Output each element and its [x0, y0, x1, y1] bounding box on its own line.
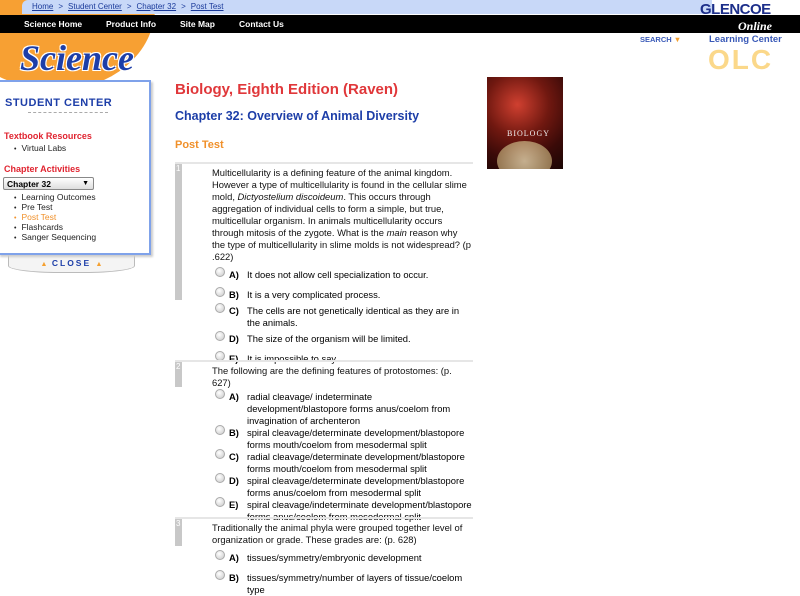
nav-science-home[interactable]: Science Home [24, 19, 83, 29]
textbook-resources-heading: Textbook Resources [4, 131, 92, 141]
dropdown-arrow-icon: ▼ [82, 180, 89, 187]
chapter-title: Chapter 32: Overview of Animal Diversity [175, 109, 420, 123]
question-text-italic: main [386, 227, 407, 238]
option-a[interactable] [215, 552, 473, 564]
close-label: CLOSE [51, 258, 92, 268]
option-b[interactable] [215, 427, 473, 451]
globe-graphic [497, 141, 552, 169]
option-b[interactable] [215, 572, 473, 596]
chapter-select[interactable] [3, 177, 94, 190]
option-text: radial cleavage/determinate development/blastopore forms mouth/coelom from mesodermal split [247, 451, 465, 474]
question-text: The following are the defining features of protostomes: (p. 627) [212, 365, 452, 388]
breadcrumb-student-center[interactable]: Student Center [68, 2, 122, 11]
radio-button[interactable] [215, 473, 225, 483]
search-label: SEARCH [640, 35, 672, 44]
radio-button[interactable] [215, 389, 225, 399]
chapter-activities-heading: Chapter Activities [4, 164, 81, 174]
option-text: spiral cleavage/determinate development/blastopore forms anus/coelom from mesodermal split [247, 475, 465, 498]
cover-title: BIOLOGY [507, 129, 550, 138]
sidebar-item-post-test[interactable]: • Post Test [14, 212, 56, 224]
option-text: It is impossible to say. [247, 353, 339, 364]
sidebar-item-pre-test[interactable]: • Pre Test [14, 202, 52, 214]
sidebar-item-flashcards[interactable]: • Flashcards [14, 222, 63, 234]
sidebar-item-learning-outcomes[interactable]: • Learning Outcomes [14, 192, 96, 204]
option-d[interactable] [215, 475, 473, 499]
option-letter: C) [229, 305, 239, 316]
question-3 [175, 517, 473, 596]
top-nav [0, 15, 800, 33]
olc-logo: OLC [708, 44, 774, 75]
option-c[interactable] [215, 305, 473, 329]
question-text-part: Multicellularity is a defining feature of the animal kingdom. However a type of multicellularity is found in the cellular slime mold, [212, 167, 467, 202]
learning-center-label: Learning Center [709, 34, 782, 45]
book-cover-image [487, 77, 563, 169]
radio-button[interactable] [215, 550, 225, 560]
option-letter: B) [229, 427, 239, 438]
close-button[interactable] [8, 255, 135, 273]
option-b[interactable] [215, 289, 473, 301]
question-1 [175, 162, 473, 367]
option-text: spiral cleavage/indeterminate development/blastopore forms anus/coelom from mesodermal split [247, 499, 472, 522]
breadcrumb-post-test[interactable]: Post Test [190, 2, 224, 11]
option-letter: E) [229, 353, 239, 364]
option-a[interactable] [215, 391, 473, 427]
question-2 [175, 360, 473, 523]
radio-button[interactable] [215, 449, 225, 459]
option-letter: A) [229, 269, 239, 280]
question-number: 2 [175, 362, 182, 387]
option-text: tissues/symmetry/embryonic development [247, 552, 422, 563]
breadcrumb-chapter[interactable]: Chapter 32 [136, 2, 177, 11]
option-letter: B) [229, 289, 239, 300]
sidebar-item-sanger-sequencing[interactable]: • Sanger Sequencing [14, 232, 96, 244]
search-button[interactable] [640, 35, 681, 44]
chapter-select-value: Chapter 32 [7, 179, 51, 189]
question-text-italic: Dictyostelium discoideum [237, 191, 344, 202]
arrow-up-icon: ▲ [40, 261, 48, 268]
option-letter: D) [229, 333, 239, 344]
breadcrumb-sep: > [181, 2, 186, 11]
question-number: 3 [175, 519, 182, 546]
option-text: It does not allow cell specialization to occur. [247, 269, 429, 280]
option-text: spiral cleavage/determinate development/blastopore forms mouth/coelom from mesodermal split [247, 427, 465, 450]
option-text: It is a very complicated process. [247, 289, 381, 300]
breadcrumb-sep: > [126, 2, 132, 11]
question-text-part: reason why the type of multicellularity in slime molds is not widespread? (p .622) [212, 227, 471, 262]
option-letter: A) [229, 391, 239, 402]
option-text: The size of the organism will be limited. [247, 333, 411, 344]
chevron-down-icon: ▼ [673, 35, 682, 44]
radio-button[interactable] [215, 425, 225, 435]
question-number: 1 [175, 164, 182, 300]
option-d[interactable] [215, 333, 473, 345]
book-title: Biology, Eighth Edition (Raven) [175, 81, 399, 98]
sidebar-item-virtual-labs[interactable]: • Virtual Labs [14, 143, 66, 155]
question-text: Traditionally the animal phyla were grouped together level of organization or grade. These grades are: (p. 628) [212, 522, 463, 545]
option-text: tissues/symmetry/number of layers of tissue/coelom type [247, 572, 463, 595]
option-c[interactable] [215, 451, 473, 475]
nav-product-info[interactable]: Product Info [106, 19, 157, 29]
radio-button[interactable] [215, 497, 225, 507]
radio-button[interactable] [215, 267, 225, 277]
online-logo: Online [738, 19, 773, 33]
question-text-part: . This occurs through aggregation of individual cells to form a simple, but true, multicellular organism. In animals multicellularity occurs through mitosis of the zygote. What is the [212, 191, 444, 238]
option-letter: D) [229, 475, 239, 486]
radio-button[interactable] [215, 303, 225, 313]
arrow-up-icon: ▲ [95, 261, 103, 268]
nav-site-map[interactable]: Site Map [180, 19, 215, 29]
nav-contact-us[interactable]: Contact Us [239, 19, 284, 29]
option-text: radial cleavage/ indeterminate development/blastopore forms anus/coelom from invagination of archenteron [247, 391, 451, 426]
option-letter: B) [229, 572, 239, 583]
question-text [212, 164, 473, 263]
divider [28, 112, 108, 113]
option-letter: E) [229, 499, 239, 510]
breadcrumb [22, 0, 712, 14]
radio-button[interactable] [215, 331, 225, 341]
radio-button[interactable] [215, 570, 225, 580]
option-letter: C) [229, 451, 239, 462]
glencoe-logo[interactable]: GLENCOE [700, 1, 771, 18]
student-center-title: STUDENT CENTER [5, 97, 113, 109]
option-a[interactable] [215, 269, 473, 281]
option-text: The cells are not genetically identical as they are in the animals. [247, 305, 460, 328]
breadcrumb-sep: > [58, 2, 64, 11]
breadcrumb-home[interactable]: Home [32, 2, 54, 11]
section-title: Post Test [175, 139, 224, 151]
option-letter: A) [229, 552, 239, 563]
radio-button[interactable] [215, 287, 225, 297]
sidebar [0, 80, 151, 255]
science-logo[interactable]: Science [20, 38, 134, 78]
